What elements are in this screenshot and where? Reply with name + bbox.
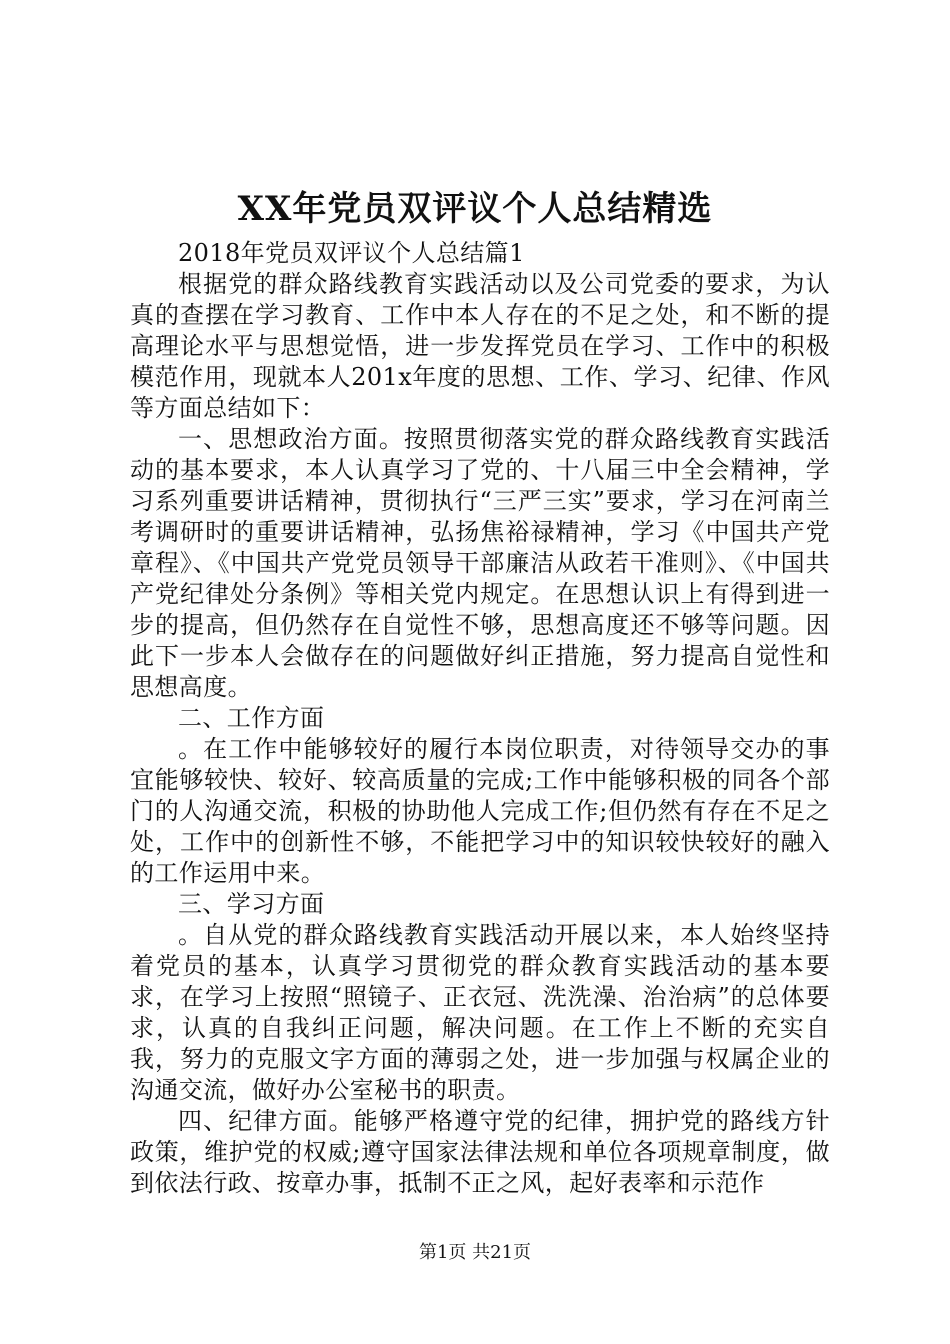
paragraph-intro: 根据党的群众路线教育实践活动以及公司党委的要求，为认真的查摆在学习教育、工作中本人存在的不足之处，和不断的提高理论水平与思想觉悟，进一步发挥党员在学习、工作中的积极模范作用，现就本人201x年度的思想、工作、学习、纪律、作风等方面总结如下：	[130, 270, 830, 422]
paragraph-discipline: 四、纪律方面。能够严格遵守党的纪律，拥护党的路线方针政策，维护党的权威;遵守国家法律法规和单位各项规章制度，做到依法行政、按章办事，抵制不正之风，起好表率和示范作	[130, 1107, 830, 1197]
document-body	[130, 238, 830, 1199]
section-heading-study: 三、学习方面	[178, 890, 325, 918]
paragraph-work: 。在工作中能够较好的履行本岗位职责，对待领导交办的事宜能够较快、较好、较高质量的完成;工作中能够积极的同各个部门的人沟通交流，积极的协助他人完成工作;但仍然有存在不足之处，工作中的创新性不够，不能把学习中的知识较快较好的融入的工作运用中来。	[130, 735, 830, 887]
paragraph-study: 。自从党的群众路线教育实践活动开展以来，本人始终坚持着党员的基本，认真学习贯彻党的群众教育实践活动的基本要求，在学习上按照“照镜子、正衣冠、洗洗澡、治治病”的总体要求，认真的自我纠正问题，解决问题。在工作上不断的充实自我，努力的克服文字方面的薄弱之处，进一步加强与权属企业的沟通交流，做好办公室秘书的职责。	[130, 921, 830, 1104]
section-heading-work: 二、工作方面	[178, 704, 325, 732]
document-title: XX年党员双评议个人总结精选	[237, 189, 713, 229]
page-footer: 第1页 共21页	[418, 1242, 532, 1263]
paragraph-heading: 2018年党员双评议个人总结篇1	[178, 239, 525, 267]
paragraph-political: 一、思想政治方面。按照贯彻落实党的群众路线教育实践活动的基本要求，本人认真学习了党的、十八届三中全会精神，学习系列重要讲话精神，贯彻执行“三严三实”要求，学习在河南兰考调研时的重要讲话精神，弘扬焦裕禄精神，学习《中国共产党章程》、《中国共产党党员领导干部廉洁从政若干准则》、《中国共产党纪律处分条例》等相关党内规定。在思想认识上有得到进一步的提高，但仍然存在自觉性不够，思想高度还不够等问题。因此下一步本人会做存在的问题做好纠正措施，努力提高自觉性和思想高度。	[130, 425, 830, 701]
